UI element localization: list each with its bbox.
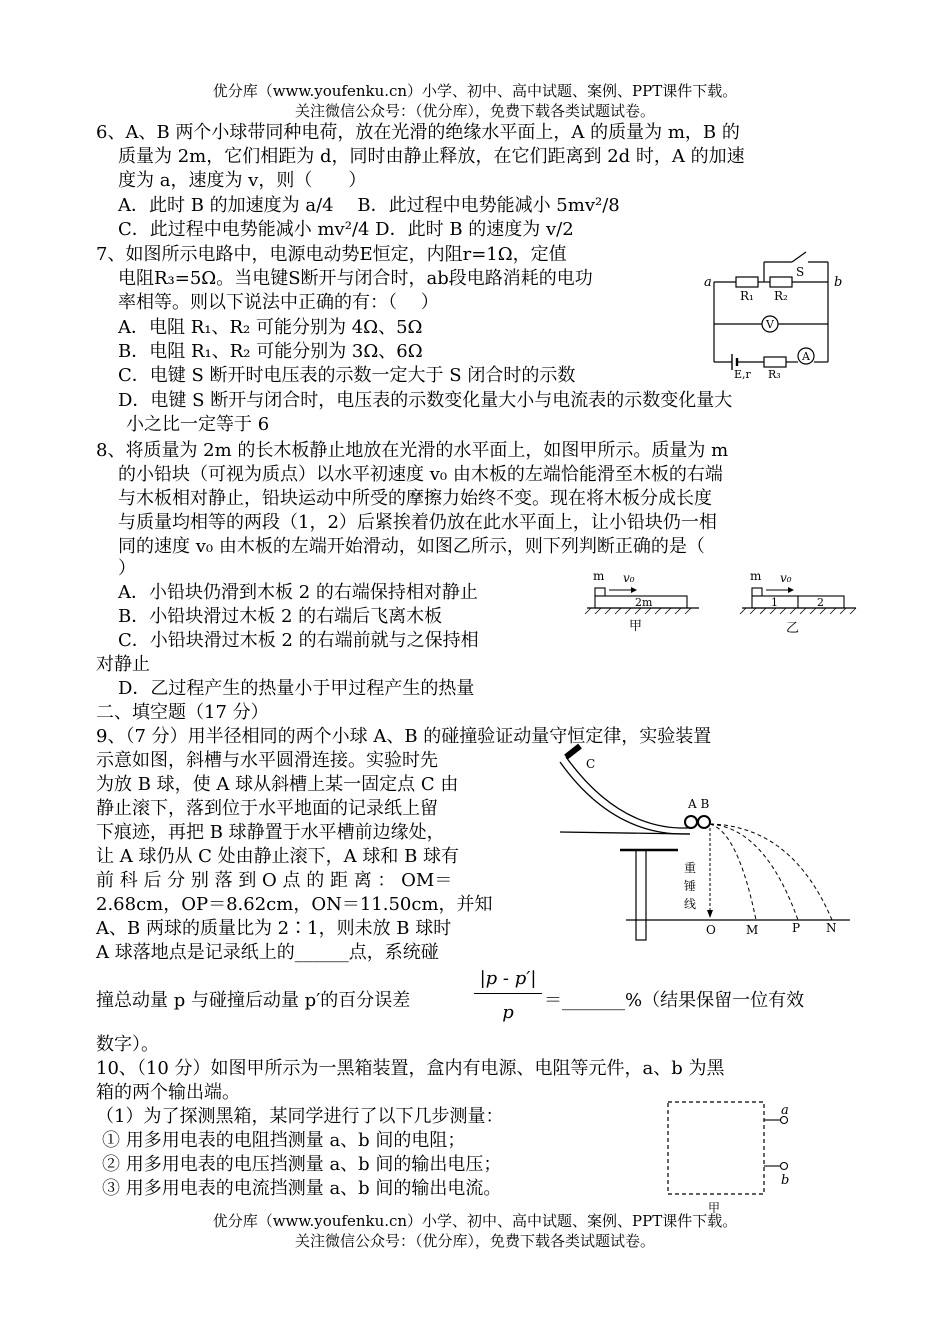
q10-line-1: 10、（10 分）如图甲所示为一黑箱装置，盒内有电源、电阻等元件，a、b 为黑 bbox=[96, 1058, 725, 1079]
q9-line-7: 前 科 后 分 别 落 到 O 点 的 距 离 ： OM＝ bbox=[96, 870, 453, 891]
q9-label-o: O bbox=[706, 923, 716, 937]
q9-fraction-denominator: p bbox=[502, 1002, 514, 1023]
q9-line-6: 让 A 球仍从 C 处由静止滚下，A 球和 B 球有 bbox=[96, 846, 460, 867]
q10-black-box bbox=[660, 1098, 800, 1216]
q7-label-r3: R₃ bbox=[768, 368, 781, 381]
q10-line-4: ① 用多用电表的电阻挡测量 a、b 间的电阻； bbox=[102, 1130, 466, 1151]
header-line-2: 关注微信公众号：（优分库），免费下载各类试题试卷。 bbox=[294, 102, 655, 120]
q9-apparatus-diagram bbox=[560, 752, 860, 942]
q8-stem-3: 与木板相对静止，铅块运动中所受的摩擦力始终不变。现在将木板分成长度 bbox=[118, 488, 712, 509]
q9-label-ab: A B bbox=[688, 797, 710, 811]
q7-label-b: b bbox=[834, 275, 843, 290]
q9-label-m: M bbox=[746, 923, 759, 937]
q8-label-b2: 2 bbox=[817, 596, 824, 609]
q7-option-d-line2: 小之比一定等于 6 bbox=[126, 414, 270, 435]
q7-option-a: A．电阻 R₁、R₂ 可能分别为 4Ω、5Ω bbox=[118, 317, 423, 338]
q9-label-n: N bbox=[826, 921, 837, 935]
q9-label-p: P bbox=[792, 921, 801, 935]
q9-line-5: 下痕迹，再把 B 球静置于水平槽前边缘处， bbox=[96, 822, 445, 843]
resistor-r3 bbox=[764, 357, 786, 367]
footer-line-1: 优分库（www.youfenku.cn）小学、初中、高中试题、案例、PPT课件下载。 bbox=[212, 1212, 738, 1230]
q8-option-d: D．乙过程产生的热量小于甲过程产生的热量 bbox=[118, 678, 475, 699]
q10-line-5: ② 用多用电表的电压挡测量 a、b 间的输出电压； bbox=[102, 1154, 502, 1175]
q10-line-6: ③ 用多用电表的电流挡测量 a、b 间的输出电流。 bbox=[102, 1178, 502, 1199]
q10-line-2: 箱的两个输出端。 bbox=[96, 1082, 240, 1103]
q7-option-b: B．电阻 R₁、R₂ 可能分别为 3Ω、6Ω bbox=[118, 341, 423, 362]
q8-label-m1: m bbox=[593, 569, 605, 583]
q9-line-11b: ＝_______%（结果保留一位有效 bbox=[544, 990, 805, 1011]
q8-figure-jia bbox=[585, 568, 705, 638]
q8-stem-6: ） bbox=[118, 558, 136, 579]
q10-line-3: （1）为了探测黑箱，某同学进行了以下几步测量： bbox=[96, 1106, 504, 1127]
q8-stem-5: 同的速度 v₀ 由木板的左端开始滑动，如图乙所示，则下列判断正确的是（ bbox=[118, 536, 705, 557]
q7-label-s: S bbox=[796, 265, 805, 279]
q10-label-b: b bbox=[781, 1173, 790, 1188]
q6-stem-3: 度为 a，速度为 v，则（ ） bbox=[118, 170, 367, 191]
q6-stem-2: 质量为 2m，它们相距为 d，同时由静止释放，在它们距离到 2d 时，A 的加速 bbox=[118, 146, 745, 167]
q7-circuit-diagram bbox=[700, 250, 850, 380]
q8-stem-4: 与质量均相等的两段（1，2）后紧挨着仍放在此水平面上，让小铅块仍一相 bbox=[118, 512, 717, 533]
q9-line-1: 9、（7 分）用半径相同的两个小球 A、B 的碰撞验证动量守恒定律，实验装置 bbox=[96, 726, 712, 747]
q7-stem-3: 率相等。则以下说法中正确的有：（ ） bbox=[118, 292, 439, 313]
q8-label-b1: 1 bbox=[771, 596, 778, 609]
q6-options-ab: A．此时 B 的加速度为 a/4 B．此过程中电势能减小 5mv²/8 bbox=[118, 195, 620, 216]
resistor-r1 bbox=[736, 277, 758, 287]
table-leg bbox=[636, 850, 646, 940]
q9-fraction-numerator: |p - p′| bbox=[474, 968, 542, 994]
footer-line-2: 关注微信公众号：（优分库），免费下载各类试题试卷。 bbox=[294, 1232, 655, 1250]
q7-stem-2: 电阻R₃=5Ω。当电键S断开与闭合时，ab段电路消耗的电功 bbox=[118, 268, 593, 289]
section-2-title: 二、填空题（17 分） bbox=[96, 702, 269, 723]
q8-option-b: B．小铅块滑过木板 2 的右端后飞离木板 bbox=[118, 606, 443, 627]
q8-option-c-line1: C．小铅块滑过木板 2 的右端前就与之保持相 bbox=[118, 630, 479, 651]
resistor-r2 bbox=[770, 277, 792, 287]
q7-label-v: V bbox=[766, 318, 774, 331]
q7-label-r2: R₂ bbox=[774, 289, 788, 303]
q9-label-c: C bbox=[586, 757, 596, 771]
q7-label-er: E,r bbox=[734, 368, 751, 381]
q8-option-c-line2: 对静止 bbox=[96, 654, 150, 675]
q9-label-chui: 重 bbox=[684, 861, 697, 875]
q7-label-am: A bbox=[802, 350, 810, 363]
q8-label-v2: v₀ bbox=[780, 571, 792, 585]
lead-block bbox=[595, 588, 605, 596]
q9-label-chui2: 锤 bbox=[684, 879, 697, 893]
q8-option-a: A．小铅块仍滑到木板 2 的右端保持相对静止 bbox=[118, 582, 478, 603]
q9-line-3: 为放 B 球，使 A 球从斜槽上某一固定点 C 由 bbox=[96, 774, 459, 795]
q6-stem-1: 6、A、B 两个小球带同种电荷，放在光滑的绝缘水平面上，A 的质量为 m，B 的 bbox=[96, 122, 740, 143]
q9-line-11a: 撞总动量 p 与碰撞后动量 p′的百分误差 bbox=[96, 990, 411, 1011]
q9-label-xian: 线 bbox=[684, 897, 697, 911]
q7-option-c: C．电键 S 断开时电压表的示数一定大于 S 闭合时的示数 bbox=[118, 365, 576, 386]
q8-label-jia: 甲 bbox=[629, 619, 643, 634]
q9-line-4: 静止滚下，落到位于水平地面的记录纸上留 bbox=[96, 798, 438, 819]
q9-line-12: 数字）。 bbox=[96, 1034, 159, 1055]
q7-option-d-line1: D．电键 S 断开与闭合时，电压表的示数变化量大小与电流表的示数变化量大 bbox=[118, 390, 733, 411]
q8-stem-1: 8、将质量为 2m 的长木板静止地放在光滑的水平面上，如图甲所示。质量为 m bbox=[96, 440, 729, 461]
q8-label-board: 2m bbox=[635, 596, 653, 609]
q10-label-jia: 甲 bbox=[708, 1201, 721, 1215]
q9-line-10: A 球落地点是记录纸上的______点，系统碰 bbox=[96, 942, 439, 963]
q9-line-8: 2.68cm，OP＝8.62cm，ON＝11.50cm，并知 bbox=[96, 894, 493, 915]
q8-label-m2: m bbox=[750, 569, 762, 583]
ball-b bbox=[698, 816, 710, 828]
q7-label-a: a bbox=[704, 275, 712, 290]
q9-fraction bbox=[474, 968, 542, 1023]
q7-label-r1: R₁ bbox=[740, 289, 754, 303]
header-line-1: 优分库（www.youfenku.cn）小学、初中、高中试题、案例、PPT课件下载。 bbox=[212, 82, 738, 100]
q10-label-a: a bbox=[781, 1103, 789, 1118]
q9-line-9: A、B 两球的质量比为 2∶1，则未放 B 球时 bbox=[96, 918, 452, 939]
q8-figure-yi bbox=[740, 568, 860, 640]
q8-label-yi: 乙 bbox=[786, 621, 800, 636]
q8-stem-2: 的小铅块（可视为质点）以水平初速度 v₀ 由木板的左端恰能滑至木板的右端 bbox=[118, 464, 723, 485]
q9-line-2: 示意如图，斜槽与水平圆滑连接。实验时先 bbox=[96, 750, 438, 771]
q8-label-v1: v₀ bbox=[623, 571, 635, 585]
q7-stem-1: 7、如图所示电路中，电源电动势E恒定，内阻r=1Ω，定值 bbox=[96, 244, 567, 265]
q6-options-cd: C．此过程中电势能减小 mv²/4 D．此时 B 的速度为 v/2 bbox=[118, 219, 574, 240]
switch-s bbox=[792, 252, 806, 262]
ball-a bbox=[685, 816, 697, 828]
lead-block-2 bbox=[752, 588, 762, 596]
